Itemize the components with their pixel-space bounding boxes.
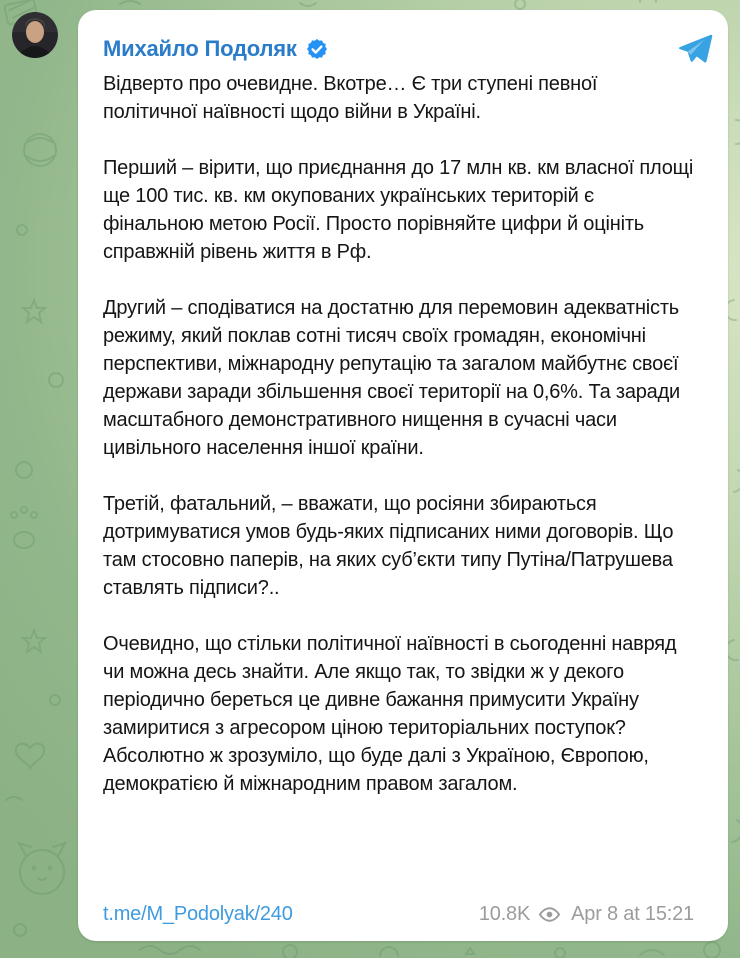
timestamp: Apr 8 at 15:21: [571, 903, 694, 925]
paragraph: Очевидно, що стільки політичної наївності в сьогоденні навряд чи можна десь знайти. Але якщо так, то звідки ж у декого періодично береться це дивне бажання примусити Україну замиритися з агресором ціною територіальних поступок? Абсолютно ж зрозуміло, що буде далі з Україною, Європою, демократією й міжнародним правом загалом.: [103, 633, 677, 795]
message-footer: [103, 903, 694, 926]
post-link[interactable]: t.me/M_Podolyak/240: [103, 903, 293, 925]
paragraph: Перший – вірити, що приєднання до 17 млн кв. км власної площі ще 100 тис. кв. км окупованих українських територій є фінальною метою Росії. Просто порівняйте цифри й оцініть справжній рівень життя в Рф.: [103, 157, 694, 263]
message-text: [103, 70, 694, 885]
avatar-photo: [12, 12, 58, 58]
view-count: 10.8K: [478, 903, 531, 925]
paragraph: Третій, фатальний, – вважати, що росіяни збираються дотримуватися умов будь-яких підписаних ними договорів. Що там стосовно паперів, на яких суб’єкти типу Путіна/Патрушева ставлять підписи?..: [103, 493, 674, 599]
paragraph: Другий – сподіватися на достатню для перемовин адекватність режиму, який поклав сотні тисяч своїх громадян, економічні перспективи, міжнародну репутацію та загалом майбутнє своєї держави заради збільшення своєї території на 0,6%. Та заради масштабного демонстративного нищення в сучасні часи цивільного населення іншої країни.: [103, 297, 681, 459]
avatar[interactable]: [12, 12, 58, 58]
message-meta: [479, 903, 694, 926]
eye-icon: [538, 906, 561, 923]
channel-name[interactable]: Михайло Подоляк: [103, 36, 297, 61]
view-count-group: [479, 903, 561, 926]
verified-badge-icon: [305, 37, 329, 61]
message-bubble: [78, 10, 728, 941]
telegram-paper-plane-icon[interactable]: [676, 30, 714, 68]
paragraph: Відверто про очевидне. Вкотре… Є три ступені певної політичної наївності щодо війни в Україні.: [103, 73, 598, 123]
message-header: [103, 30, 714, 68]
